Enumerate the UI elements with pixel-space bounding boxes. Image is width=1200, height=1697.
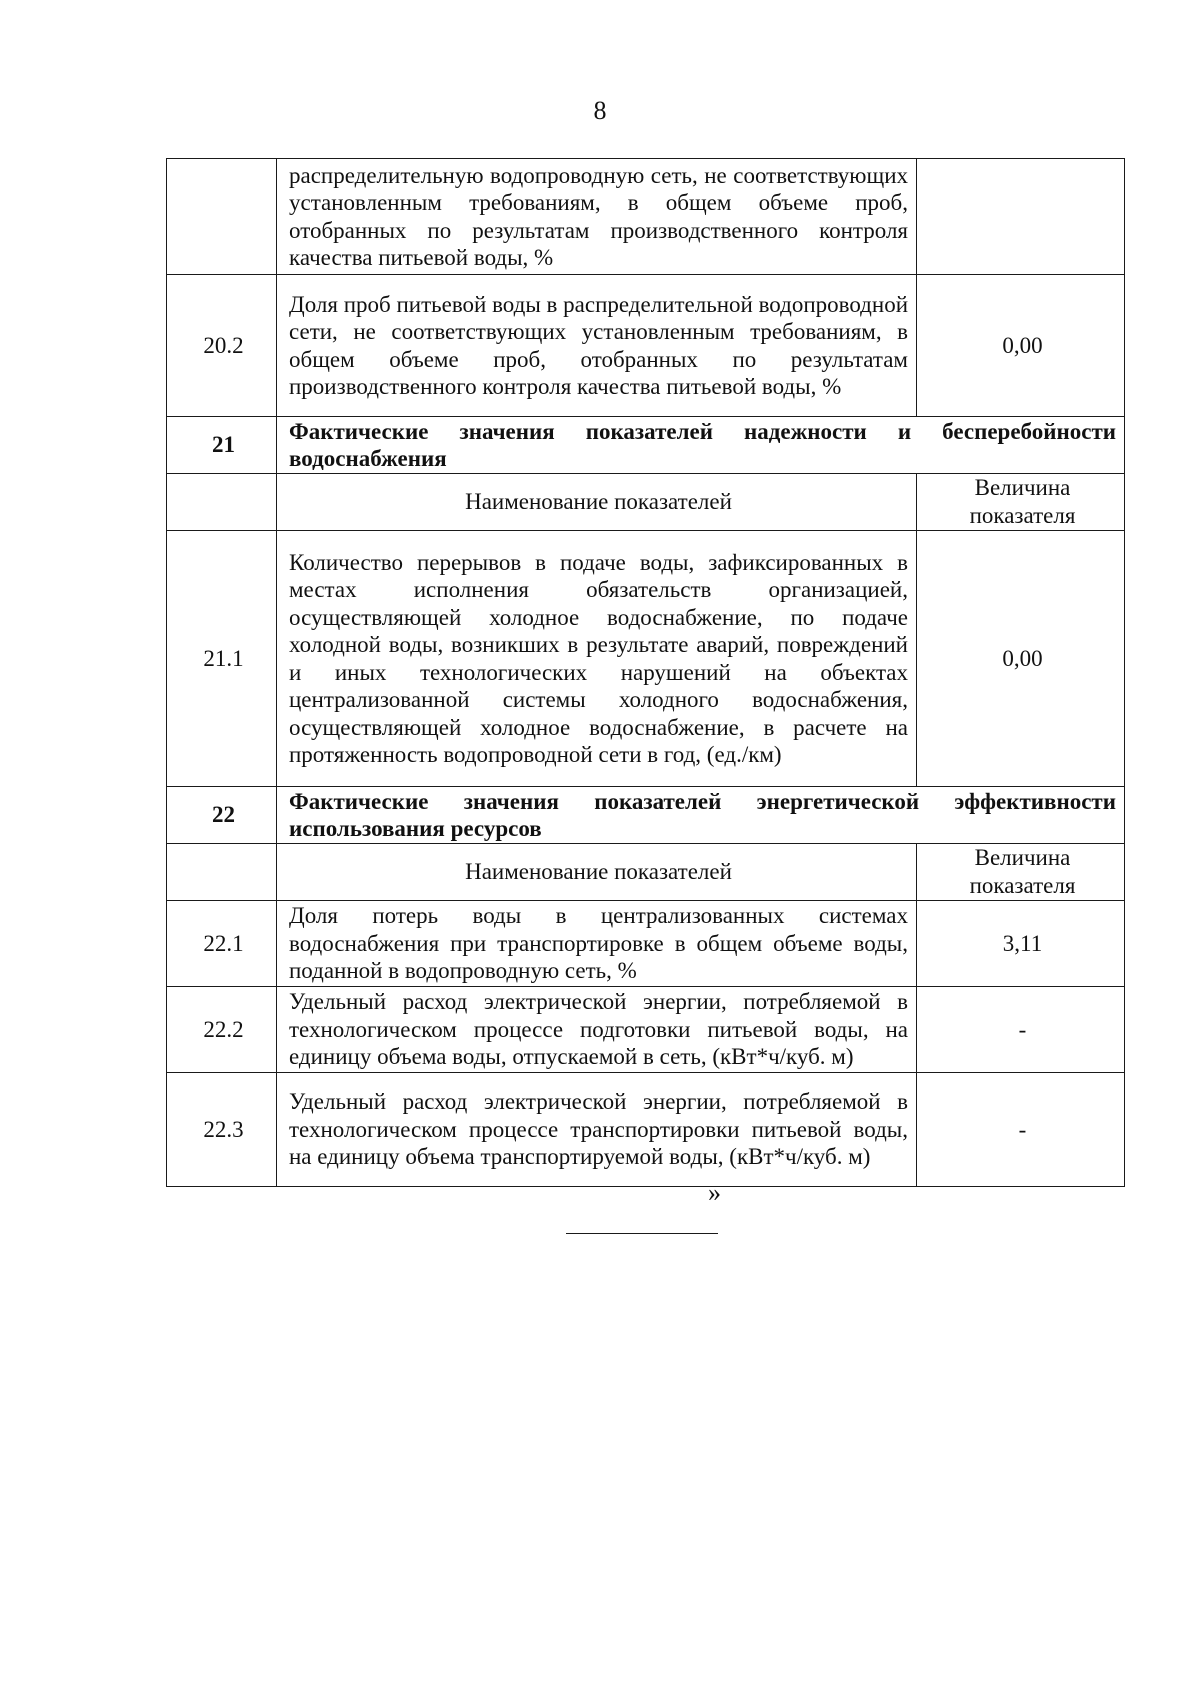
row-number: 22.2 <box>167 987 277 1073</box>
indicator-description: Удельный расход электрической энергии, потребляемой в технологическом процессе подготовки питьевой воды, на единицу объема воды, отпускаемой в сеть, (кВт*ч/куб. м) <box>277 987 917 1073</box>
section-row <box>167 787 1125 844</box>
table-row <box>167 901 1125 987</box>
header-row <box>167 474 1125 531</box>
indicator-value-header: Величина показателя <box>917 474 1125 531</box>
section-number: 21 <box>167 417 277 474</box>
indicators-table <box>166 158 1125 1187</box>
indicator-value: 0,00 <box>917 531 1125 787</box>
indicator-value: - <box>917 1073 1125 1187</box>
indicator-description: Удельный расход электрической энергии, потребляемой в технологическом процессе транспортировки питьевой воды, на единицу объема транспортируемой воды, (кВт*ч/куб. м) <box>277 1073 917 1187</box>
indicator-description: Количество перерывов в подаче воды, зафиксированных в местах исполнения обязательств организацией, осуществляющей холодное водоснабжение, по подаче холодной воды, возникших в результате аварий, повреждений и иных технологических нарушений на объектах централизованной системы холодного водоснабжения, осуществляющей холодное водоснабжение, в расчете на протяженность водопроводной сети в год, (ед./км) <box>277 531 917 787</box>
section-title: Фактические значения показателей надежности и бесперебойности водоснабжения <box>277 417 1125 474</box>
indicator-name-header: Наименование показателей <box>277 474 917 531</box>
closing-rule <box>566 1233 718 1234</box>
section-row <box>167 417 1125 474</box>
row-number <box>167 159 277 275</box>
table-row <box>167 987 1125 1073</box>
row-number: 22.1 <box>167 901 277 987</box>
indicator-description: Доля потерь воды в централизованных системах водоснабжения при транспортировке в общем объеме воды, поданной в водопроводную сеть, % <box>277 901 917 987</box>
indicator-value <box>917 159 1125 275</box>
table-row <box>167 1073 1125 1187</box>
indicator-value: 3,11 <box>917 901 1125 987</box>
header-number-cell <box>167 844 277 901</box>
row-number: 22.3 <box>167 1073 277 1187</box>
section-number: 22 <box>167 787 277 844</box>
row-number: 20.2 <box>167 275 277 417</box>
table-row <box>167 531 1125 787</box>
indicator-name-header: Наименование показателей <box>277 844 917 901</box>
table-row <box>167 159 1125 275</box>
indicator-description: распределительную водопроводную сеть, не соответствующих установленным требованиям, в общем объеме проб, отобранных по результатам производственного контроля качества питьевой воды, % <box>277 159 917 275</box>
indicator-value-header: Величина показателя <box>917 844 1125 901</box>
row-number: 21.1 <box>167 531 277 787</box>
indicator-description: Доля проб питьевой воды в распределительной водопроводной сети, не соответствующих установленным требованиям, в общем объеме проб, отобранных по результатам производственного контроля качества питьевой воды, % <box>277 275 917 417</box>
header-row <box>167 844 1125 901</box>
table-row <box>167 275 1125 417</box>
header-number-cell <box>167 474 277 531</box>
section-title: Фактические значения показателей энергетической эффективности использования ресурсов <box>277 787 1125 844</box>
indicator-value: 0,00 <box>917 275 1125 417</box>
closing-quote: » <box>708 1178 721 1207</box>
page-number: 8 <box>593 96 607 125</box>
indicator-value: - <box>917 987 1125 1073</box>
